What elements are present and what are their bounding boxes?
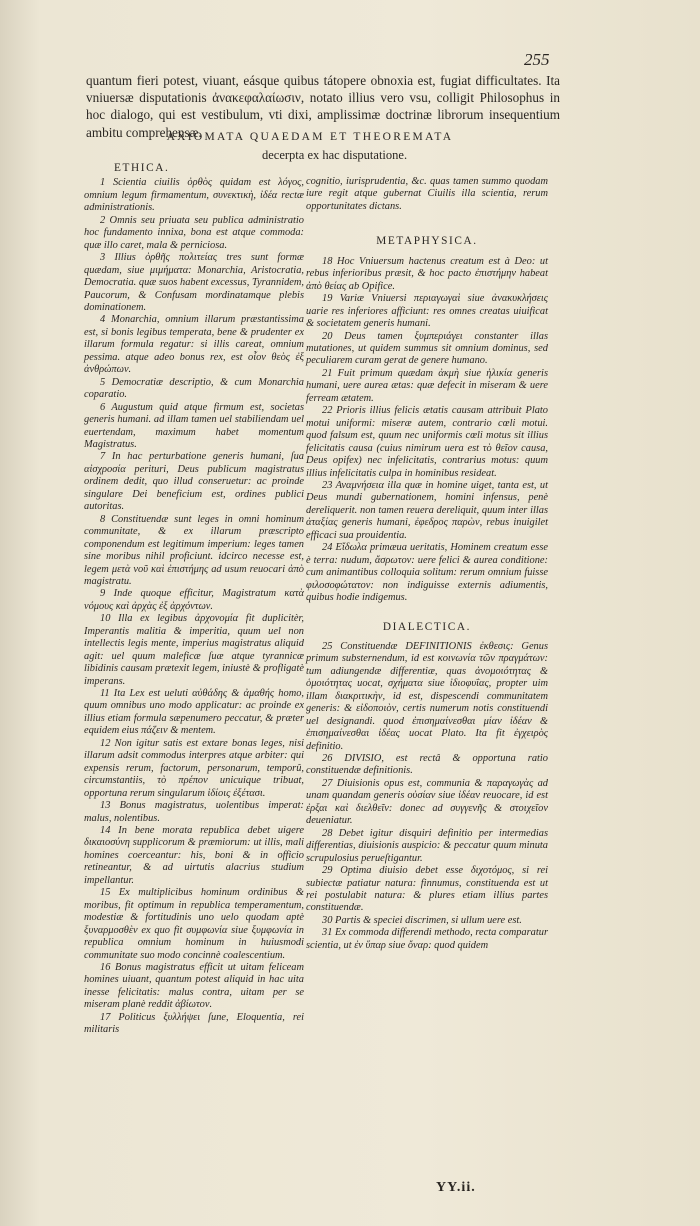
paragraph: 3 Illius ὀρθῆς πολιτείας tres sunt formæ quædam, siue μιμήματα: Monarchia, Aristocratia, Democratia. quæ suos habent excessus, Tyrannidem, Paucorum, & Confusam mordinatamque plebis dominationem. — [84, 252, 304, 313]
paragraph: 15 Ex multiplicibus hominum ordinibus & moribus, fit optimum in republica temperamentum, modestiæ & fortitudinis uno uelo quodam aptè ξυναρμοσθὲν ex quo fit συμφωνία siue ξυμφωνία in republica omnium hominum in huiusmodi communitate suo modo concinnè coalescentium. — [84, 887, 304, 961]
paragraph: 21 Fuit primum quædam ἀκμὴ siue ἡλικία generis humani, uere aurea ætas: quæ defecit in miseram & uere ferream ætatem. — [306, 367, 548, 404]
paragraph: 31 Ex commoda differendi methodo, recta comparatur scientia, ut ἐν ὕπαρ siue ὄναρ: quod quidem — [306, 927, 548, 951]
paragraph: 7 In hac perturbatione generis humani, ſua αἰσχροσία perituri, Deus publicum magistratus ordinem dedit, quo illud conseruetur: ac proinde singulare Dei beneficium est, ordines publici autoritas. — [84, 451, 304, 513]
paragraph: 14 In bene morata republica debet uigere δικαιοσύνη supplicorum & præmiorum: ut illis, mali homines coerceantur: his, boni & in officio retineantur, & ad uirtutis alacrius studium impellantur. — [84, 825, 304, 886]
paragraph: 5 Democratiæ descriptio, & cum Monarchia coparatio. — [84, 376, 304, 401]
section-heading-metaphysica: METAPHYSICA. — [376, 235, 478, 248]
catchword: YY.ii. — [436, 1180, 476, 1195]
intro-text: quantum fieri potest, viuant, eásque quibus tátopere obnoxia est, fugiat difficultates. Ita vniuersæ disputationis ἀνακεφαλαίωσιν, notato illius vero vsu, colligit Philosophus in hoc dialogo, qui est vestibulum, vti dixi, amplissimæ doctrinæ librorum insequentium ambitu comprehensæ. — [86, 73, 560, 140]
paragraph: 16 Bonus magistratus efficit ut uitam feliceam homines uiuant, quantum potest aliquid in hac uita inesse felicitatis: malus contra, uitam per se miseram planè reddit ἀβίωτον. — [84, 962, 304, 1011]
paragraph: 28 Debet igitur disquiri definitio per intermedias differentias, diuisionis auspicio: & peccatur quum minuta scrupulosius perueſtigantur. — [306, 827, 548, 864]
paragraph: 12 Non igitur satis est extare bonas leges, nisi illarum adsit commodus interpres atque arbiter: qui expensis rerum, factorum, personarum, temporû, circumstantiis, τὸ πρέπον unicuique tribuat, opportuna rerum singularum ἰδίοις ἐξέτασι. — [84, 737, 304, 799]
paragraph: 25 Constituendæ DEFINITIONIS ἐκθεσις: Genus primum substernendum, id est κοινωνία τῶν πραγμάτων: tum adiungendæ differentiæ, quas ἀνομοιότητας & ὁμοιότητας uocat, σχήματα siue ἰδιοφυΐας, propter uim illam διακριτικὴν, id est, dispescendi communitatem generis: & εἰδοποιὸν, certis numerum notis constituendi uel designandi. quod ἐπισημαίνεσθαι μίαν ἰδέαν & ἐπισημαίνεσθαι ἰδέας uocat Plato. Ita fit ἐγχειρὸς definitio. — [306, 640, 548, 752]
paragraph: 17 Politicus ξυλλήψει ſune, Eloquentia, rei militaris — [84, 1011, 304, 1036]
paragraph: 19 Variæ Vniuersi περιαγωγαὶ siue ἀνακυκλήσεις uarie res inferiores afficiunt: res omnes creatas uiuificat & societatem generis humani. — [306, 293, 548, 330]
paragraph: 29 Optima diuisio debet esse διχοτόμος, si rei subiectæ patiatur natura: finnumus, constituenda est ut rei postulabit natura: & plures etiam illius partes constituendæ. — [306, 865, 548, 914]
paragraph: 10 Illa ex legibus ἀρχονομία fit duplicitèr, Imperantis malitia & imperitia, quum uel non intellectis legis mente, imperius magistratus aliquid agit: uel quum maleficæ ſuæ atque tyrannicæ libidinis causam prætexit legem, iniustè & profligatè imperans. — [84, 613, 304, 687]
paragraph: 6 Augustum quid atque firmum est, societas generis humani. ad illam tamen uel stabiliendam uel euertendam, maximum habet momentum Magistratus. — [84, 401, 304, 450]
paragraph: 20 Deus tamen ξυμπεριάγει constanter illas mutationes, ut quidem summus sit omnium dominus, sed peculiarem curam gerat de genere humano. — [306, 330, 548, 367]
paragraph: 23 Αναμνήσεια illa quæ in homine uiget, tanta est, ut Deus mundi gubernationem, homini infensus, penè dereliquerit. non tamen reuera dereliquit, quum inter illas ἀταξίας generis humani, ἐφεδρος παρὼν, rebus inuigilet efficaci sua prouidentia. — [306, 479, 548, 541]
paragraph: 1 Scientia ciuilis ὀρθὸς quidam est λόγος, omnium legum firmamentum, συνεκτικὴ, ἰδέα rectæ administrationis. — [84, 177, 304, 214]
paragraph: 11 Ita Lex est ueluti αὐθάδης & ἀμαθής homo, quum omnibus uno modo applicatur: ac proinde ex illius etiam formula sæpenumero peccatur, & præter equidem eius πάζειν & mentem. — [84, 688, 304, 737]
paragraph: 8 Constituendæ sunt leges in omni hominum communitate, & ex illarum præscripto componendum est legitimum imperium: leges tamen sine moribus nihil proficiunt. idcirco necesse est, legem μετὰ νοῦ καὶ ἐπιστήμης ad usum reuocari ἀπὸ magistratu. — [84, 513, 304, 587]
paragraph: 18 Hoc Vniuersum hactenus creatum est à Deo: ut rebus inferioribus præsit, & hoc pacto ἐπιστήμην habeat ἀπὸ θείας ab Opifice. — [306, 255, 548, 292]
paragraph: 30 Partis & speciei discrimen, si ullum uere est. — [322, 914, 522, 926]
left-column — [84, 162, 304, 1037]
page-number: 255 — [524, 50, 550, 69]
paragraph: 13 Bonus magistratus, uolentibus imperat: malus, nolentibus. — [84, 800, 304, 824]
paragraph: 27 Diuisionis opus est, communia & παραγωγὰς ad unam quandam generis οὐσίαν siue ἰδέαν reuocare, id est ἐρξαι καὶ διελθεῖν: donec ad συγγενῆς & στοιχεῖον deueniatur. — [306, 777, 548, 827]
paragraph: 24 Εἴδωλα primæua ueritatis, Hominem creatum esse è terra: nudum, ἄσρωτον: uere felici & aurea conditione: cum animantibus colloquia solitum: rerum omnium fuisse φιλοσοφώτατον: non indiguisse externis adiumentis, quibus hodie indigemus. — [306, 542, 548, 604]
paragraph: 22 Prioris illius felicis ætatis causam attribuit Plato motui uniformi: miseræ autem, contrario cœli motui. quod falsum est, quum nec uniformis cœli motus sit illius felicitatis causa (cuius nimirum uera est τὸ θεῖον causa, Deus opifex) nec infelicitatis, contrarius motus: quum illius infelicitatis culpa in hominibus resideat. — [306, 405, 548, 479]
paragraph: 9 Inde quoque efficitur, Magistratum κατὰ νόμους καὶ ἀρχὰς ἐξ ἀρχόντων. — [84, 588, 304, 612]
paragraph: 4 Monarchia, omnium illarum præstantissima est, si bonis legibus temperata, bene & prudenter ex illarum formula regatur: si illis careat, omnium pessima. atque adeo bonus rex, est οἷον θεὸς ἐξ ἀνθρώπων. — [84, 314, 304, 376]
right-column — [306, 176, 548, 952]
section-heading-dialectica: DIALECTICA. — [382, 620, 472, 633]
axiom-subtitle: decerpta ex hac disputatione. — [262, 148, 408, 162]
paragraph: cognitio, iurisprudentia, &c. quas tamen summo quodam iure regit atque gubernat Ciuilis illa scientia, rerum opportunitates dictans. — [306, 176, 548, 212]
paragraph: 26 DIVISIO, est rectâ & opportuna ratio constituendæ definitionis. — [306, 753, 548, 777]
paragraph: 2 Omnis seu priuata seu publica administratio hoc fundamento innixa, bona est atque commoda: quæ illo caret, mala & perniciosa. — [84, 214, 304, 251]
section-heading-ethica: ETHICA. — [114, 162, 170, 174]
axiom-title: AXIOMATA QUAEDAM ET THEOREMATA — [166, 131, 454, 143]
